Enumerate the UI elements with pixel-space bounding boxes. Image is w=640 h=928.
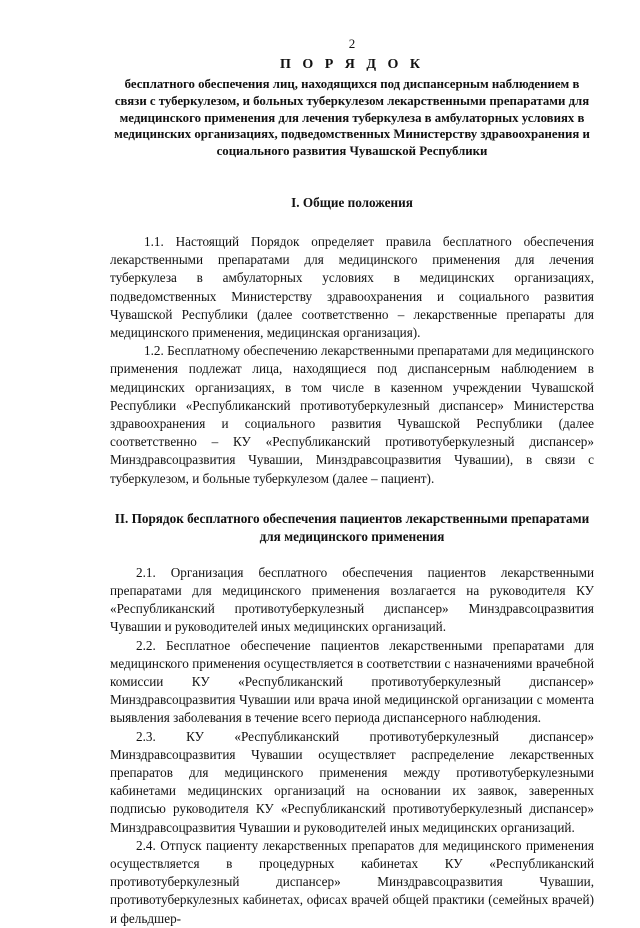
document-title: П О Р Я Д О К (279, 57, 425, 72)
paragraph-1-2: 1.2. Бесплатному обеспечению лекарственными препаратами для медицинского применения подлежат лица, находящиеся под диспансерным наблюдением в медицинских организациях, в том числе в казенном учреждении Чувашской Республики «Республиканский противотуберкулезный диспансер» Министерства здравоохранения и социального развития Чувашской Республики (далее соответственно – КУ «Республиканский противотуберкулезный диспансер» Минздравсоцразвития Чувашии, Минздравсоцразвития Чувашии), в связи с туберкулезом, и больные туберкулезом (далее – пациент). (110, 343, 594, 486)
paragraph-2-2: 2.2. Бесплатное обеспечение пациентов лекарственными препаратами для медицинского применения осуществляется в соответствии с назначениями врачебной комиссии КУ «Республиканский противотуберкулезный диспансер» Минздравсоцразвития Чувашии или врача иной медицинской организации с момента выявления заболевания в течение всего периода диспансерного наблюдения. (110, 637, 594, 726)
document-subtitle: бесплатного обеспечения лиц, находящихся под диспансерным наблюдением в связи с туберкулезом, и больных туберкулезом лекарственными препаратами для медицинского применения для лечения туберкулеза в амбулаторных условиях в медицинских организациях, подведомственных Министерству здравоохранения и социального развития Чувашской Республики (114, 77, 590, 159)
paragraph-1-1: 1.1. Настоящий Порядок определяет правила бесплатного обеспечения лекарственными препаратами для медицинского применения для лечения туберкулеза в амбулаторных условиях в медицинских организациях, подведомственных Министерству здравоохранения и социального развития Чувашской Республики (далее соответственно – лекарственные препараты для медицинского применения, медицинская организация). (110, 233, 594, 340)
paragraph-2-1: 2.1. Организация бесплатного обеспечения пациентов лекарственными препаратами для медицинского применения возлагается на руководителя КУ «Республиканский противотуберкулезный диспансер» Минздравсоцразвития Чувашии и руководителей иных медицинских организаций. (110, 564, 594, 635)
page-number: 2 (348, 36, 356, 51)
paragraph-2-4: 2.4. Отпуск пациенту лекарственных препаратов для медицинского применения осуществляется в процедурных кабинетах КУ «Республиканский противотуберкулезный диспансер» Минздравсоцразвития Чувашии, противотуберкулезных кабинетах, офисах врачей общей практики (семейных врачей) и фельдшер- (110, 837, 594, 926)
section-heading-general: I. Общие положения (291, 194, 413, 210)
paragraph-2-3: 2.3. КУ «Республиканский противотуберкулезный диспансер» Минздравсоцразвития Чувашии осуществляет распределение лекарственных препаратов для медицинского применения между противотуберкулезными кабинетами медицинских организаций на основании их заявок, заверенных подписью руководителя КУ «Республиканский противотуберкулезный диспансер» Минздравсоцразвития Чувашии и руководителей иных медицинских организаций. (110, 728, 594, 835)
section-heading-procedure: II. Порядок бесплатного обеспечения пациентов лекарственными препаратами для медицинского применения (114, 510, 590, 544)
